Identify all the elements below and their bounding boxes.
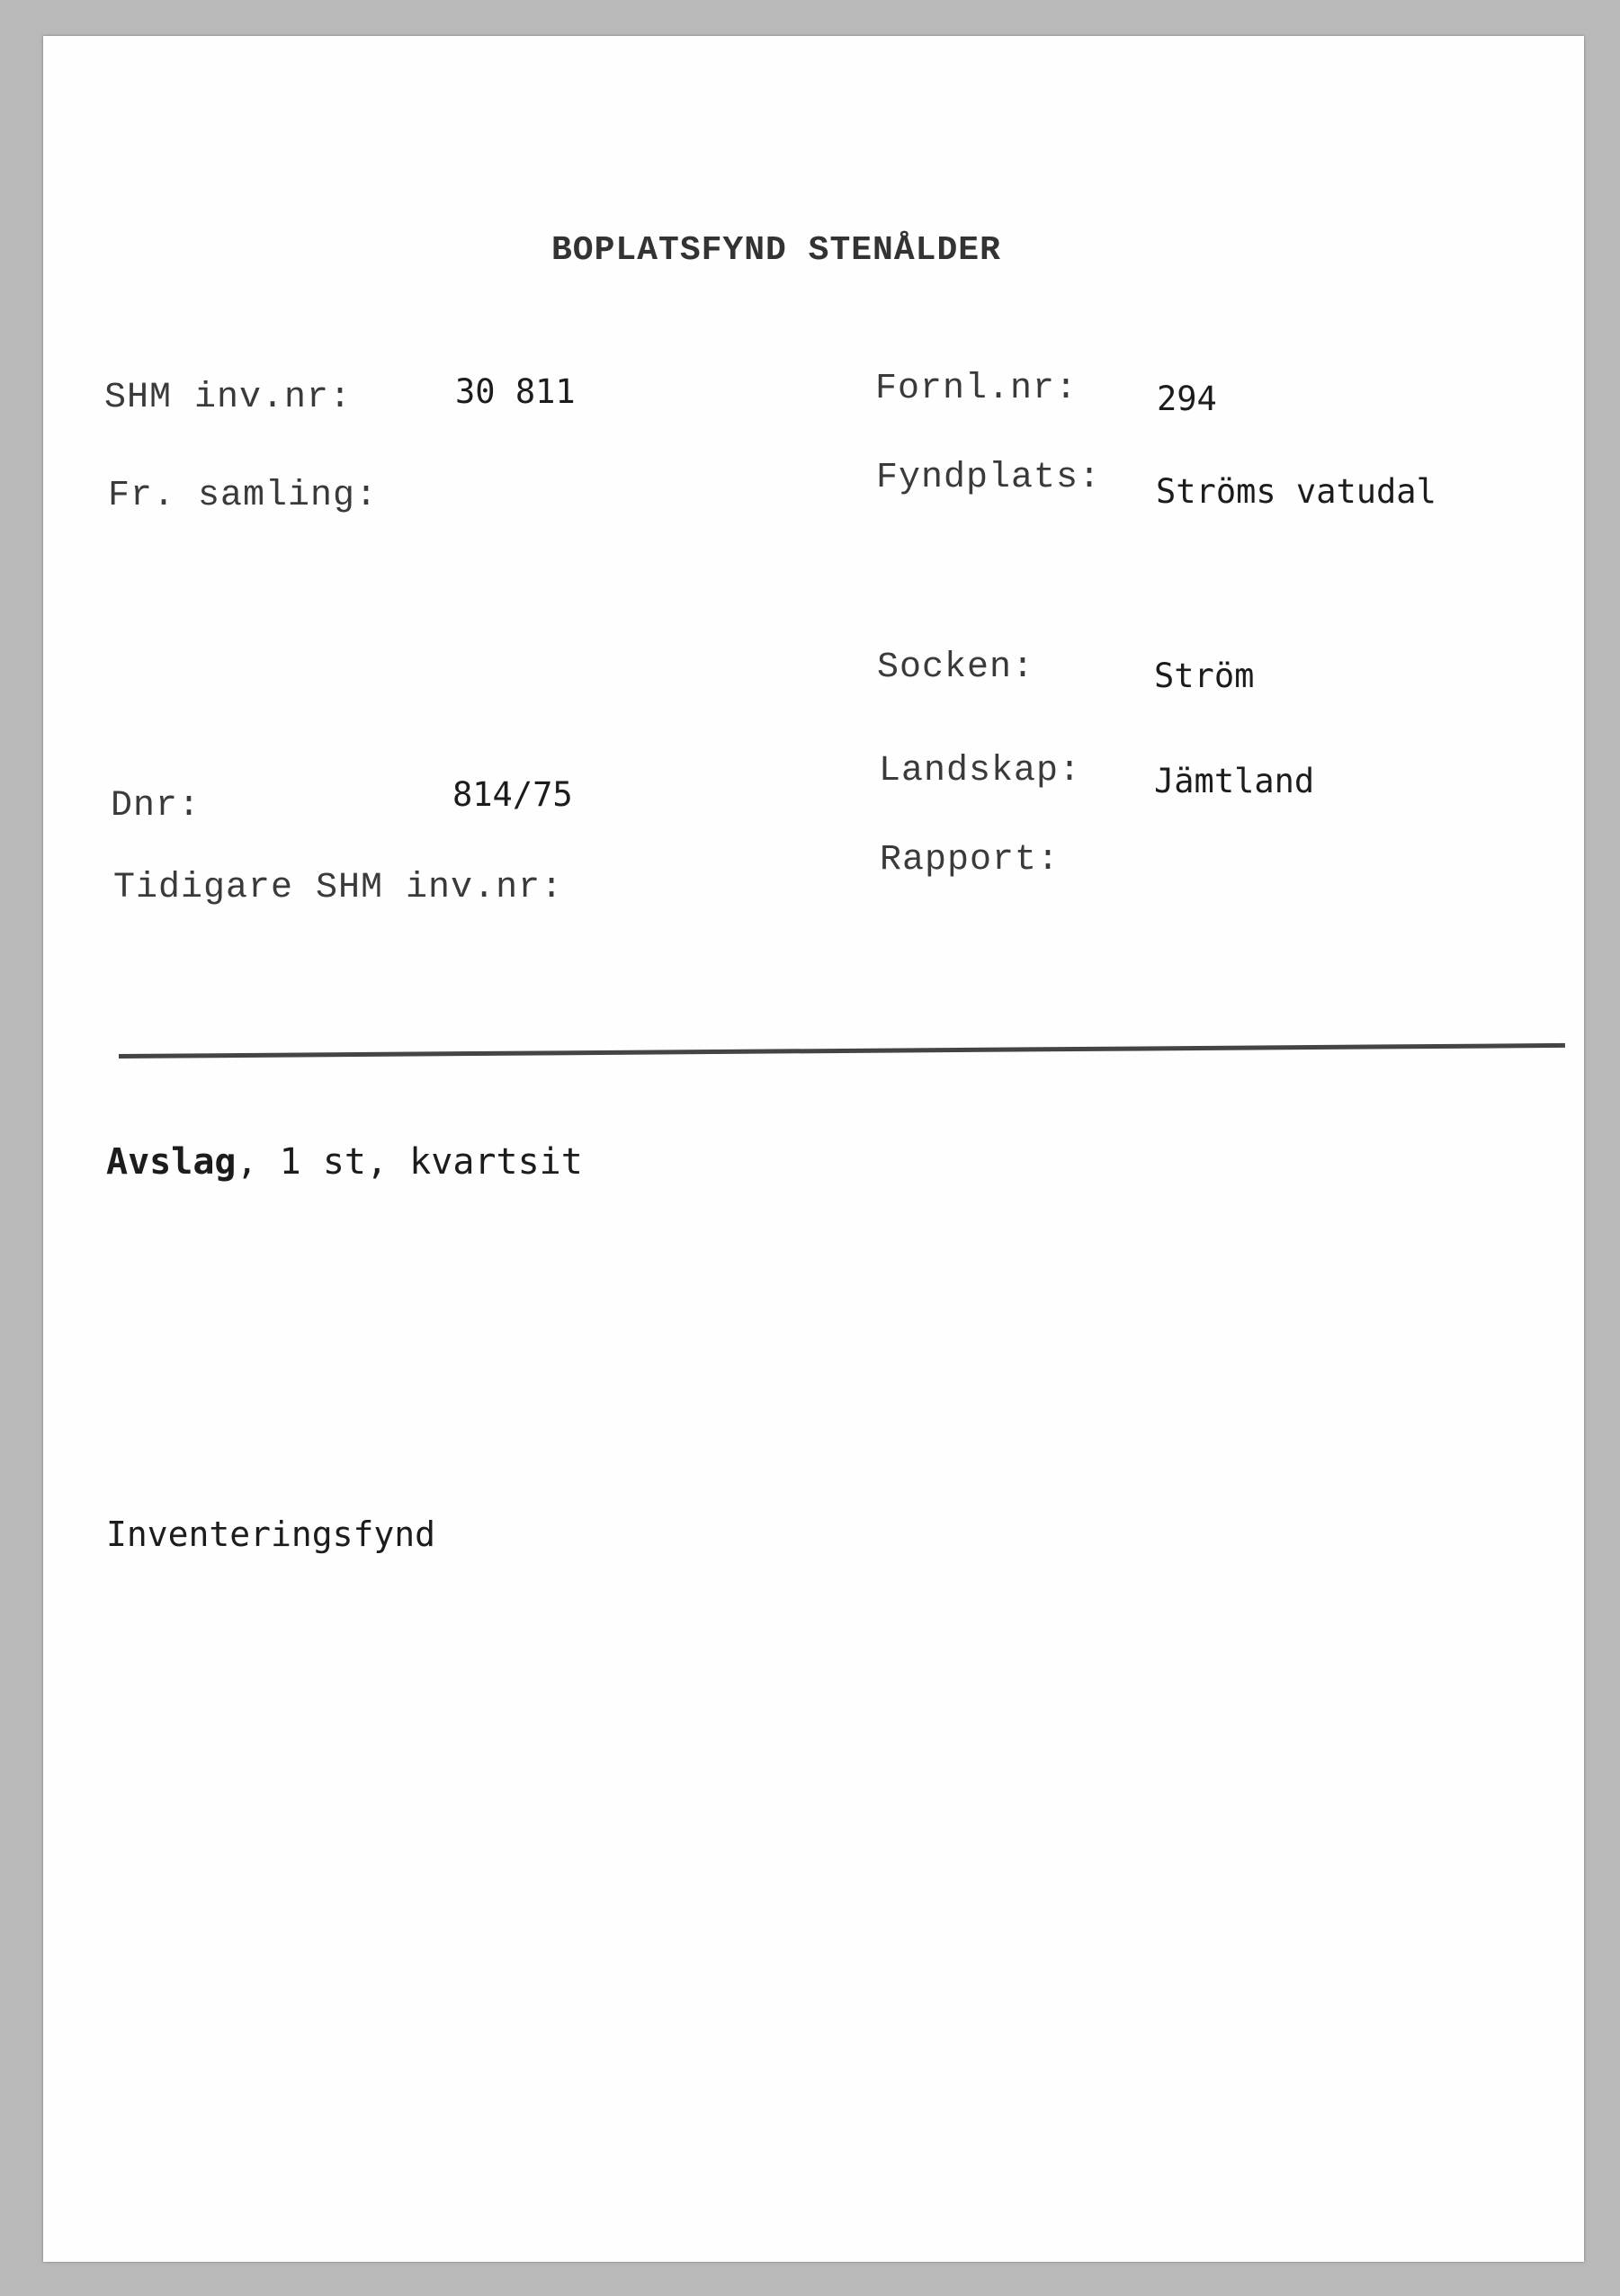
landskap-label: Landskap:	[879, 751, 1082, 791]
fornl-nr-value: 294	[1157, 380, 1217, 418]
fornl-nr-label: Fornl.nr:	[875, 369, 1079, 409]
shm-inv-nr-value: 30 811	[455, 372, 576, 411]
dnr-value: 814/75	[452, 775, 573, 814]
tidigare-shm-inv-nr-label: Tidigare SHM inv.nr:	[113, 868, 564, 908]
find-description	[106, 1141, 583, 1183]
find-note: Inventeringsfynd	[106, 1514, 436, 1554]
socken-label: Socken:	[877, 648, 1035, 688]
find-details: , 1 st, kvartsit	[236, 1141, 583, 1183]
find-term: Avslag	[106, 1141, 237, 1183]
dnr-label: Dnr:	[111, 786, 201, 826]
fyndplats-label: Fyndplats:	[876, 458, 1102, 498]
catalog-card	[43, 36, 1584, 2262]
shm-inv-nr-label: SHM inv.nr:	[104, 378, 353, 418]
landskap-value: Jämtland	[1154, 762, 1315, 800]
fr-samling-label: Fr. samling:	[108, 476, 379, 516]
fyndplats-value: Ströms vatudal	[1156, 472, 1437, 511]
socken-value: Ström	[1154, 657, 1255, 695]
divider-line	[119, 1043, 1565, 1059]
card-title: BOPLATSFYND STENÅLDER	[551, 231, 1001, 270]
rapport-label: Rapport:	[880, 840, 1061, 880]
